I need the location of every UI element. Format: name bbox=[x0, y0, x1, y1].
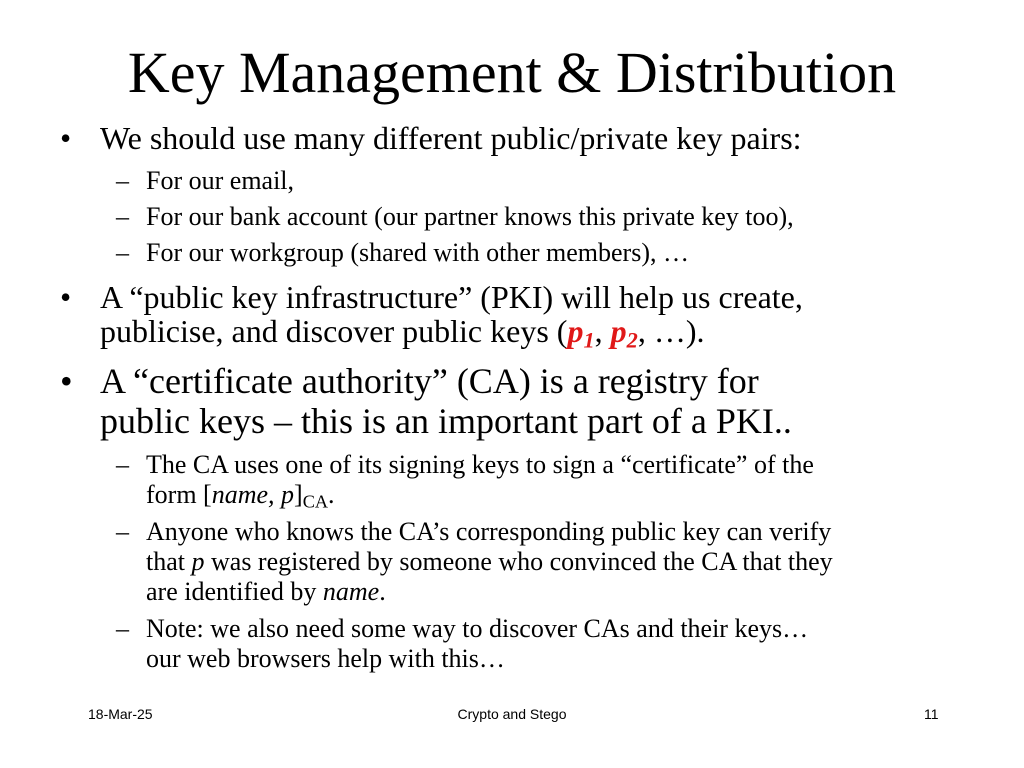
footer-page-number: 11 bbox=[924, 706, 939, 722]
name-italic: name, bbox=[211, 480, 275, 509]
identified-text: are identified by bbox=[146, 577, 317, 606]
sub-bullet-ca-signs bbox=[116, 450, 986, 512]
bullet-key-pairs bbox=[60, 120, 980, 156]
key-subscript: 2 bbox=[626, 327, 638, 353]
bullet-symbol: • bbox=[60, 120, 72, 156]
footer-date: 18-Mar-25 bbox=[88, 706, 153, 722]
bullet-line-2 bbox=[100, 313, 980, 353]
key-p2 bbox=[610, 313, 638, 353]
key-subscript: 1 bbox=[583, 327, 595, 353]
name-italic: name bbox=[322, 577, 380, 606]
sub-bullet-line-3 bbox=[146, 577, 986, 607]
dash-symbol: – bbox=[116, 166, 129, 195]
sub-bullet-note bbox=[116, 614, 986, 674]
bracket: ] bbox=[294, 480, 303, 509]
dash-symbol: – bbox=[116, 450, 129, 479]
p-italic: p bbox=[281, 480, 295, 509]
sub-bullet-line-2 bbox=[146, 547, 986, 577]
period: . bbox=[327, 480, 335, 509]
that-text: that bbox=[146, 547, 185, 576]
key-letter: p bbox=[610, 313, 627, 349]
ca-subscript: CA bbox=[302, 491, 328, 512]
bullet-line-1: A “public key infrastructure” (PKI) will help us create, bbox=[100, 279, 803, 315]
sub-bullet-bank bbox=[116, 202, 986, 232]
dash-symbol: – bbox=[116, 614, 129, 643]
bullet-tail: , …). bbox=[637, 313, 705, 349]
sub-bullet-verify bbox=[116, 517, 986, 607]
bullet-pki bbox=[60, 279, 980, 353]
sub-bullet-text: For our workgroup (shared with other members), … bbox=[146, 238, 689, 267]
key-p1 bbox=[567, 313, 595, 353]
sub-bullet-email bbox=[116, 166, 986, 196]
slide-title: Key Management & Distribution bbox=[127, 40, 897, 105]
bullet-symbol: • bbox=[60, 279, 72, 315]
key-letter: p bbox=[567, 313, 584, 349]
footer-title: Crypto and Stego bbox=[457, 706, 567, 722]
bullet-line-1: A “certificate authority” (CA) is a registry for bbox=[100, 361, 759, 401]
sub-bullet-workgroup bbox=[116, 238, 986, 268]
bullet-ca bbox=[60, 361, 980, 441]
sub-bullet-line-1: Note: we also need some way to discover CAs and their keys… bbox=[146, 614, 809, 643]
bullet-line-2: public keys – this is an important part of a PKI.. bbox=[100, 401, 792, 441]
sub-bullet-line-2: our web browsers help with this… bbox=[146, 644, 505, 673]
dash-symbol: – bbox=[116, 202, 129, 231]
p-italic: p bbox=[191, 547, 205, 576]
form-text: form [ bbox=[146, 480, 212, 509]
dash-symbol: – bbox=[116, 517, 129, 546]
bullet-symbol: • bbox=[60, 361, 73, 401]
comma: , bbox=[594, 313, 603, 349]
sub-bullet-line-1: Anyone who knows the CA’s corresponding public key can verify bbox=[146, 517, 832, 546]
bullet-text: publicise, and discover public keys ( bbox=[100, 313, 568, 349]
rest-text: was registered by someone who convinced the CA that they bbox=[211, 547, 833, 576]
period: . bbox=[379, 577, 386, 606]
sub-bullet-text: For our email, bbox=[146, 166, 295, 195]
bullet-text: We should use many different public/private key pairs: bbox=[100, 120, 802, 156]
sub-bullet-line-2 bbox=[146, 480, 986, 510]
dash-symbol: – bbox=[116, 238, 129, 267]
sub-bullet-line-1: The CA uses one of its signing keys to sign a “certificate” of the bbox=[146, 450, 814, 479]
sub-bullet-text: For our bank account (our partner knows this private key too), bbox=[146, 202, 794, 231]
